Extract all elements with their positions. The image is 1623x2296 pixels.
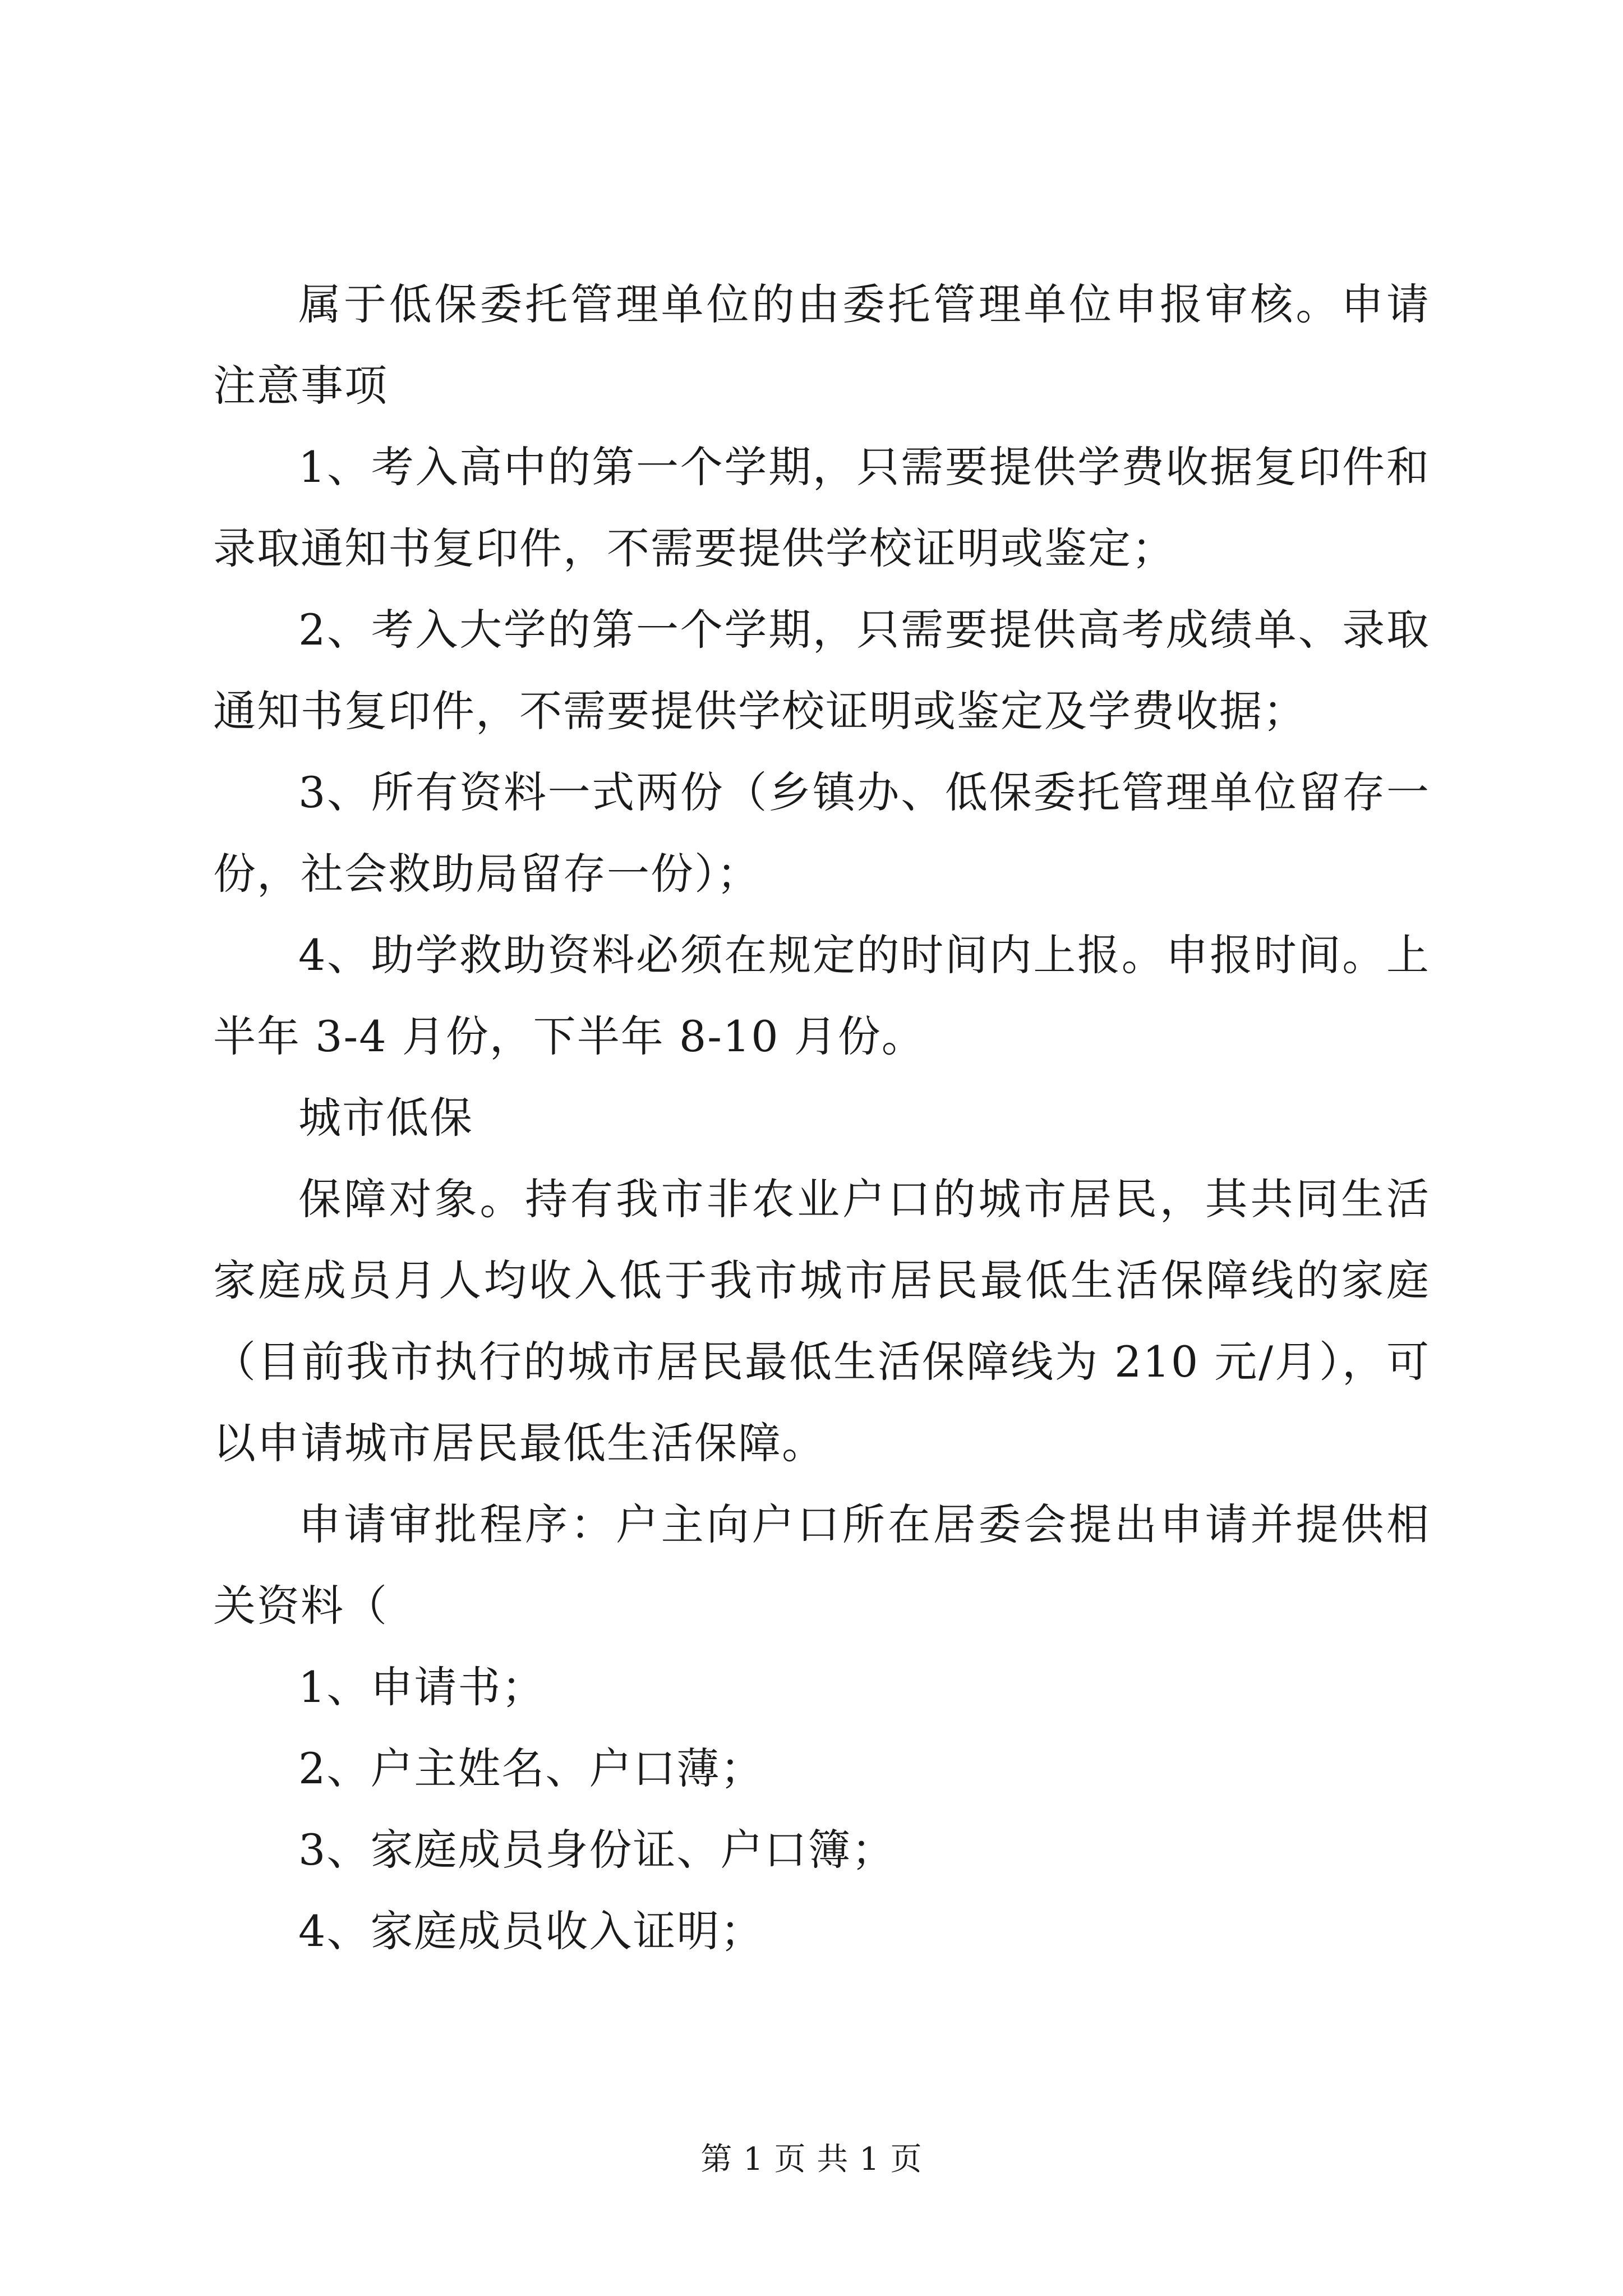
paragraph: 1、考入高中的第一个学期，只需要提供学费收据复印件和录取通知书复印件，不需要提供学校证明或鉴定； <box>213 442 1430 573</box>
list-item: 2、户主姓名、户口薄； <box>298 1743 764 1793</box>
section-heading: 城市低保 <box>298 1093 473 1143</box>
paragraph: 属于低保委托管理单位的由委托管理单位申报审核。申请注意事项 <box>213 279 1430 411</box>
list-item: 4、家庭成员收入证明； <box>298 1906 764 1956</box>
paragraph: 3、所有资料一式两份（乡镇办、低保委托管理单位留存一份，社会救助局留存一份）； <box>213 767 1430 899</box>
list-item: 3、家庭成员身份证、户口簿； <box>298 1825 896 1875</box>
page-footer: 第 1 页 共 1 页 <box>700 2141 923 2178</box>
paragraph: 4、助学救助资料必须在规定的时间内上报。申报时间。上半年 3-4 月份，下半年 8-10 月份。 <box>213 930 1430 1061</box>
paragraph: 保障对象。持有我市非农业户口的城市居民，其共同生活家庭成员月人均收入低于我市城市居民最低生活保障线的家庭（目前我市执行的城市居民最低生活保障线为 210 元/月），可以申请城市居民最低生活保障。 <box>213 1174 1430 1468</box>
document-body <box>213 264 1430 1972</box>
paragraph: 2、考入大学的第一个学期，只需要提供高考成绩单、录取通知书复印件，不需要提供学校证明或鉴定及学费收据； <box>213 605 1430 736</box>
paragraph: 申请审批程序：户主向户口所在居委会提出申请并提供相关资料（ <box>213 1499 1430 1631</box>
list-item: 1、申请书； <box>298 1662 546 1712</box>
